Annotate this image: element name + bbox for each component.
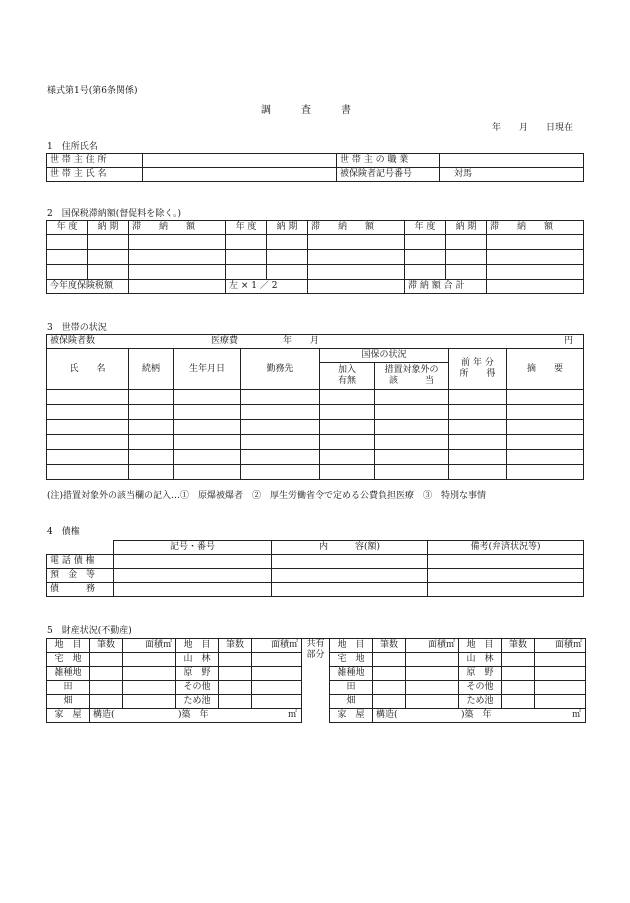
arrears-period-header: 納 期 [446, 221, 487, 235]
other-label: その他 [176, 681, 219, 695]
member-row[interactable] [47, 420, 584, 435]
section5-heading: 5 財産状況(不動産) [47, 626, 132, 636]
household-address-label: 世 帯 主 住 所 [47, 154, 143, 168]
arrears-amount-header: 滞 納 額 [308, 221, 405, 235]
member-row[interactable] [47, 465, 584, 480]
section4-heading: 4 債権 [47, 527, 80, 537]
address-table [46, 153, 584, 182]
income-header: 前 年 分 所 得 [449, 349, 507, 390]
lots-header: 筆数 [219, 639, 252, 653]
insured-number-label: 被保険者記号番号 [337, 168, 440, 182]
pond-label: ため池 [459, 695, 502, 709]
household-address-field[interactable] [143, 154, 337, 168]
arrears-row[interactable] [47, 235, 584, 250]
household-name-label: 世 帯 主 氏 名 [47, 168, 143, 182]
claim-number-header: 記号・番号 [114, 541, 272, 555]
claim-content-header: 内 容(額) [272, 541, 428, 555]
lots-header: 筆数 [90, 639, 123, 653]
member-row[interactable] [47, 390, 584, 405]
date-line: 年 月 日現在 [492, 123, 574, 133]
year-month-label: 年 月 [283, 336, 320, 346]
pond-label: ため池 [176, 695, 219, 709]
structure-label: 構造( [376, 710, 398, 720]
rice-field-label: 田 [47, 681, 90, 695]
half-formula-field[interactable] [308, 280, 405, 294]
household-job-label: 世 帯 主 の 職 業 [337, 154, 440, 168]
workplace-header: 勤務先 [241, 349, 320, 390]
arrears-year-header: 年 度 [226, 221, 267, 235]
area-header: 面積㎡ [252, 639, 302, 653]
relation-header: 続柄 [129, 349, 174, 390]
misc-land-label: 雑種地 [47, 667, 90, 681]
exempt-header: 措置対象外の 該 当 [375, 363, 449, 390]
member-row[interactable] [47, 405, 584, 420]
arrears-row[interactable] [47, 265, 584, 280]
dry-field-label: 畑 [47, 695, 90, 709]
arrears-year-header: 年 度 [405, 221, 446, 235]
residential-land-label: 宅 地 [330, 653, 373, 667]
deposit-label: 預 金 等 [47, 569, 114, 583]
built-year-label: )築 年 [461, 710, 492, 720]
house-label: 家 屋 [47, 709, 90, 723]
forest-label: 山 林 [176, 653, 219, 667]
house-label: 家 屋 [330, 709, 373, 723]
this-year-tax-label: 今年度保険税額 [47, 280, 129, 294]
arrears-period-header: 納 期 [88, 221, 129, 235]
house-structure-field[interactable] [90, 709, 302, 723]
field-label: 原 野 [176, 667, 219, 681]
household-table [46, 334, 584, 480]
lots-header: 筆数 [502, 639, 535, 653]
section3-heading: 3 世帯の状況 [47, 323, 107, 333]
property-table [46, 638, 586, 723]
arrears-year-header: 年 度 [47, 221, 88, 235]
built-year-label: )築 年 [178, 710, 209, 720]
residential-land-label: 宅 地 [47, 653, 90, 667]
field-label: 原 野 [459, 667, 502, 681]
forest-label: 山 林 [459, 653, 502, 667]
this-year-tax-field[interactable] [129, 280, 226, 294]
dry-field-label: 畑 [330, 695, 373, 709]
medical-cost-label: 医療費 [211, 336, 239, 346]
lots-header: 筆数 [373, 639, 406, 653]
member-row[interactable] [47, 435, 584, 450]
land-type-header: 地 目 [330, 639, 373, 653]
remarks-header: 摘 要 [507, 349, 584, 390]
half-formula-label: 左 × 1 ／ 2 [226, 280, 308, 294]
land-type-header: 地 目 [176, 639, 219, 653]
section2-heading: 2 国保税滞納額(督促料を除く。) [47, 209, 182, 219]
kokuho-status-header: 国保の状況 [320, 349, 449, 363]
arrears-amount-header: 滞 納 額 [129, 221, 226, 235]
insured-count-label: 被保険者数 [50, 336, 96, 346]
phone-claim-label: 電 話 債 権 [47, 555, 114, 569]
arrears-total-label: 滞 納 額 合 計 [405, 280, 487, 294]
arrears-total-field[interactable] [487, 280, 584, 294]
section1-heading: 1 住所氏名 [47, 142, 98, 152]
birthdate-header: 生年月日 [174, 349, 241, 390]
house-structure-field[interactable] [373, 709, 586, 723]
arrears-amount-header: 滞 納 額 [487, 221, 584, 235]
sqm-label: ㎡ [287, 710, 297, 720]
arrears-period-header: 納 期 [267, 221, 308, 235]
area-header: 面積㎡ [535, 639, 586, 653]
form-number: 様式第1号(第6条関係) [47, 86, 138, 96]
area-header: 面積㎡ [123, 639, 176, 653]
other-label: その他 [459, 681, 502, 695]
claim-note-header: 備考(弁済状況等) [428, 541, 584, 555]
land-type-header: 地 目 [459, 639, 502, 653]
debt-label: 債 務 [47, 583, 114, 597]
yen-label: 円 [564, 336, 574, 346]
arrears-row[interactable] [47, 250, 584, 265]
name-header: 氏 名 [47, 349, 129, 390]
footnote: (注)措置対象外の該当欄の記入…① 原爆被爆者 ② 厚生労働省令で定める公費負担医療 ③ 特別な事情 [47, 491, 487, 501]
member-row[interactable] [47, 450, 584, 465]
sqm-label: ㎡ [571, 710, 581, 720]
area-header: 面積㎡ [406, 639, 459, 653]
enrollment-header: 加入 有無 [320, 363, 375, 390]
structure-label: 構造( [93, 710, 115, 720]
arrears-table [46, 220, 584, 294]
page-title: 調 査 書 [261, 105, 351, 116]
household-name-field[interactable] [143, 168, 337, 182]
land-type-header: 地 目 [47, 639, 90, 653]
shared-portion-label: 共有 部分 [302, 639, 330, 723]
misc-land-label: 雑種地 [330, 667, 373, 681]
rice-field-label: 田 [330, 681, 373, 695]
claims-table [46, 540, 584, 597]
household-job-field[interactable] [440, 154, 584, 168]
insured-number-field[interactable]: 対馬 [440, 168, 584, 182]
household-summary-row [47, 335, 584, 349]
